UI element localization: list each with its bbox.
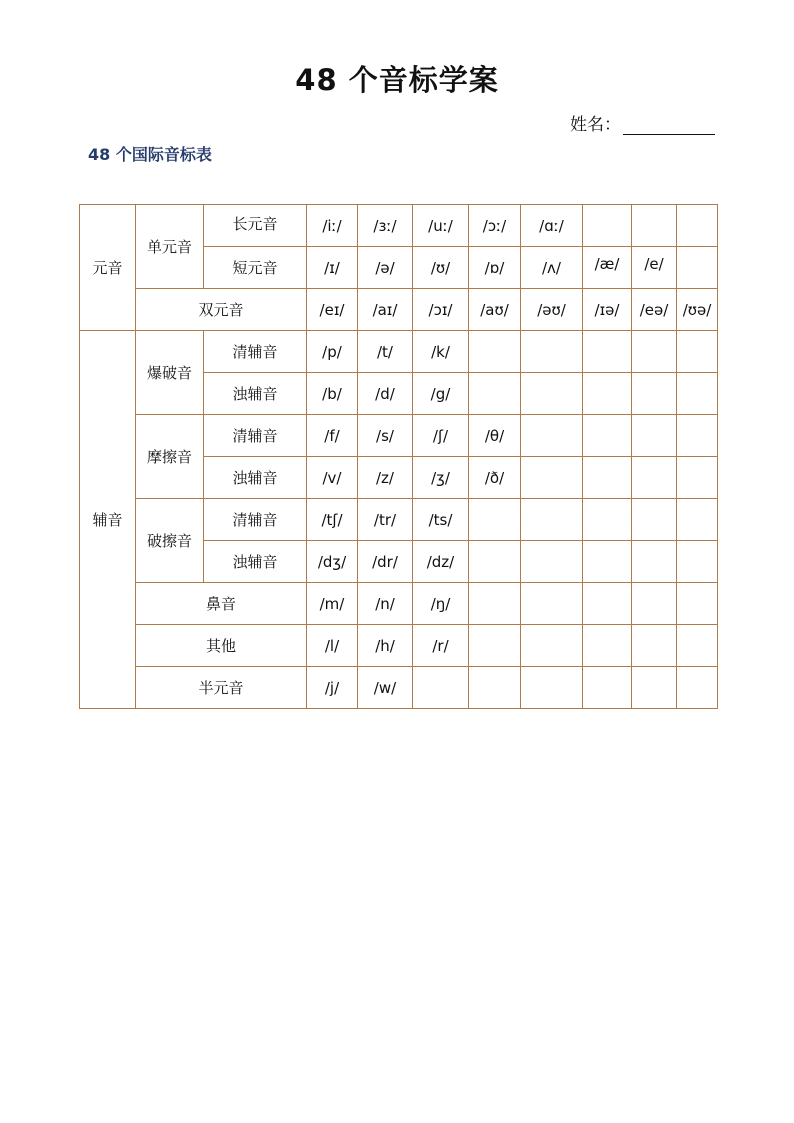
ipa-symbol: /ɒ/ <box>469 247 521 289</box>
table-row <box>80 289 718 331</box>
empty-cell <box>521 667 583 709</box>
table-row <box>80 625 718 667</box>
empty-cell <box>677 331 718 373</box>
empty-cell <box>677 415 718 457</box>
ipa-symbol: /dʒ/ <box>307 541 358 583</box>
empty-cell <box>469 583 521 625</box>
name-blank-line[interactable] <box>623 116 715 135</box>
page-title: 48 个音标学案 <box>295 63 499 97</box>
empty-cell <box>521 331 583 373</box>
table-row <box>80 583 718 625</box>
ipa-symbol: /dz/ <box>413 541 469 583</box>
ipa-symbol: /h/ <box>358 625 413 667</box>
ipa-symbol: /θ/ <box>469 415 521 457</box>
ipa-symbol: /ɔː/ <box>469 205 521 247</box>
name-field[interactable] <box>570 110 715 135</box>
empty-cell <box>413 667 469 709</box>
ipa-symbol: /z/ <box>358 457 413 499</box>
ipa-symbol: /n/ <box>358 583 413 625</box>
ipa-symbol: /ʊ/ <box>413 247 469 289</box>
ipa-symbol: /æ/ <box>583 247 632 289</box>
ipa-symbol: /ŋ/ <box>413 583 469 625</box>
table-row <box>80 499 718 541</box>
table-row <box>80 415 718 457</box>
table-row <box>80 667 718 709</box>
semivowel-label: 半元音 <box>136 667 307 709</box>
voiceless-label: 清辅音 <box>204 331 307 373</box>
empty-cell <box>521 415 583 457</box>
empty-cell <box>583 205 632 247</box>
ipa-symbol: /ɜː/ <box>358 205 413 247</box>
empty-cell <box>583 583 632 625</box>
voiceless-label: 清辅音 <box>204 499 307 541</box>
ipa-symbol: /s/ <box>358 415 413 457</box>
table-row <box>80 331 718 373</box>
empty-cell <box>583 457 632 499</box>
voiced-label: 浊辅音 <box>204 541 307 583</box>
ipa-symbol: /ɪə/ <box>583 289 632 331</box>
empty-cell <box>677 667 718 709</box>
empty-cell <box>521 457 583 499</box>
empty-cell <box>632 499 677 541</box>
empty-cell <box>469 331 521 373</box>
ipa-symbol: /w/ <box>358 667 413 709</box>
table-row <box>80 205 718 247</box>
diphthong-label: 双元音 <box>136 289 307 331</box>
ipa-symbol: /g/ <box>413 373 469 415</box>
empty-cell <box>469 373 521 415</box>
plosive-label: 爆破音 <box>136 331 204 415</box>
ipa-symbol: /ð/ <box>469 457 521 499</box>
ipa-symbol: /ʌ/ <box>521 247 583 289</box>
empty-cell <box>469 625 521 667</box>
ipa-symbol: /aʊ/ <box>469 289 521 331</box>
ipa-table <box>79 204 718 709</box>
empty-cell <box>632 457 677 499</box>
ipa-symbol: /dr/ <box>358 541 413 583</box>
empty-cell <box>583 625 632 667</box>
empty-cell <box>521 541 583 583</box>
empty-cell <box>677 625 718 667</box>
ipa-symbol: /v/ <box>307 457 358 499</box>
ipa-symbol: /ə/ <box>358 247 413 289</box>
nasal-label: 鼻音 <box>136 583 307 625</box>
empty-cell <box>521 625 583 667</box>
empty-cell <box>677 499 718 541</box>
empty-cell <box>469 667 521 709</box>
empty-cell <box>677 247 718 289</box>
voiceless-label: 清辅音 <box>204 415 307 457</box>
empty-cell <box>521 373 583 415</box>
empty-cell <box>583 415 632 457</box>
empty-cell <box>632 415 677 457</box>
empty-cell <box>632 625 677 667</box>
ipa-symbol: /e/ <box>632 247 677 289</box>
ipa-symbol: /m/ <box>307 583 358 625</box>
empty-cell <box>632 667 677 709</box>
empty-cell <box>677 373 718 415</box>
empty-cell <box>677 457 718 499</box>
ipa-symbol: /tʃ/ <box>307 499 358 541</box>
voiced-label: 浊辅音 <box>204 457 307 499</box>
ipa-symbol: /ɑː/ <box>521 205 583 247</box>
empty-cell <box>469 499 521 541</box>
short-vowel-label: 短元音 <box>204 247 307 289</box>
empty-cell <box>583 541 632 583</box>
ipa-symbol: /j/ <box>307 667 358 709</box>
empty-cell <box>583 331 632 373</box>
consonants-label: 辅音 <box>80 331 136 709</box>
voiced-label: 浊辅音 <box>204 373 307 415</box>
ipa-symbol: /r/ <box>413 625 469 667</box>
monophthong-label: 单元音 <box>136 205 204 289</box>
empty-cell <box>632 205 677 247</box>
ipa-symbol: /ʃ/ <box>413 415 469 457</box>
empty-cell <box>677 583 718 625</box>
empty-cell <box>469 541 521 583</box>
empty-cell <box>632 373 677 415</box>
ipa-symbol: /tr/ <box>358 499 413 541</box>
ipa-symbol: /iː/ <box>307 205 358 247</box>
name-label: 姓名： <box>570 115 621 135</box>
ipa-symbol: /aɪ/ <box>358 289 413 331</box>
empty-cell <box>632 583 677 625</box>
ipa-symbol: /l/ <box>307 625 358 667</box>
ipa-symbol: /t/ <box>358 331 413 373</box>
empty-cell <box>677 541 718 583</box>
ipa-symbol: /d/ <box>358 373 413 415</box>
affricate-label: 破擦音 <box>136 499 204 583</box>
empty-cell <box>583 499 632 541</box>
ipa-symbol: /f/ <box>307 415 358 457</box>
ipa-symbol: /ʊə/ <box>677 289 718 331</box>
ipa-symbol: /k/ <box>413 331 469 373</box>
section-heading: 48 个国际音标表 <box>88 145 212 164</box>
empty-cell <box>632 331 677 373</box>
long-vowel-label: 长元音 <box>204 205 307 247</box>
fricative-label: 摩擦音 <box>136 415 204 499</box>
ipa-symbol: /uː/ <box>413 205 469 247</box>
ipa-symbol: /eə/ <box>632 289 677 331</box>
other-label: 其他 <box>136 625 307 667</box>
empty-cell <box>677 205 718 247</box>
empty-cell <box>521 499 583 541</box>
ipa-symbol: /ts/ <box>413 499 469 541</box>
empty-cell <box>583 373 632 415</box>
ipa-symbol: /əʊ/ <box>521 289 583 331</box>
ipa-symbol: /ɪ/ <box>307 247 358 289</box>
ipa-symbol: /eɪ/ <box>307 289 358 331</box>
vowels-label: 元音 <box>80 205 136 331</box>
ipa-symbol: /p/ <box>307 331 358 373</box>
empty-cell <box>521 583 583 625</box>
ipa-symbol: /ɔɪ/ <box>413 289 469 331</box>
empty-cell <box>632 541 677 583</box>
ipa-symbol: /b/ <box>307 373 358 415</box>
empty-cell <box>583 667 632 709</box>
ipa-symbol: /ʒ/ <box>413 457 469 499</box>
